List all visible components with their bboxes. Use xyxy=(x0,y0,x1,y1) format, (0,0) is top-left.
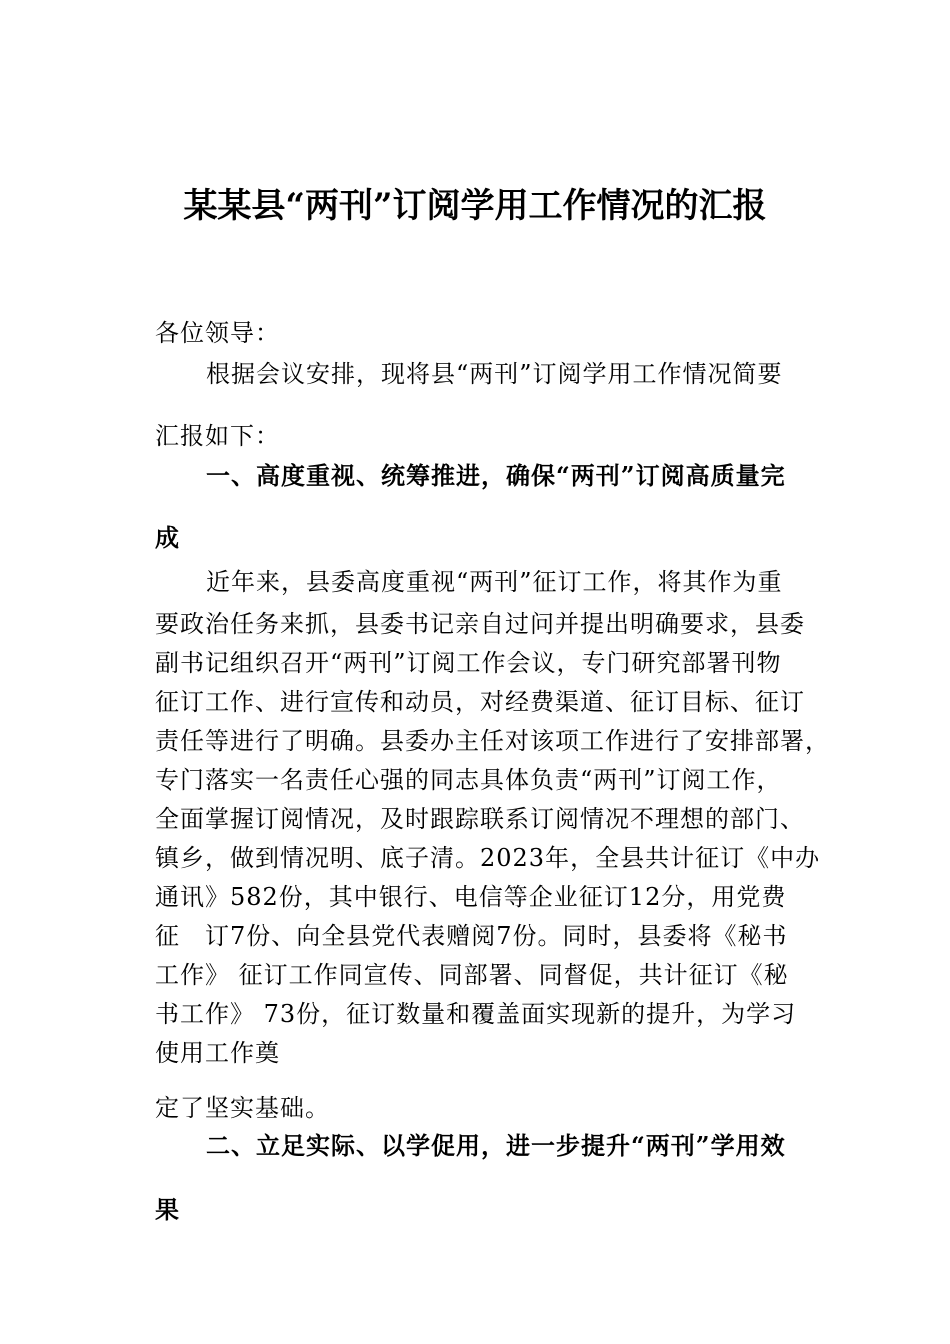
salutation: 各位领导： xyxy=(155,319,280,347)
intro-line-1: 根据会议安排，现将县“两刊”订阅学用工作情况简要 xyxy=(206,360,783,388)
section-1-heading-line-2: 成 xyxy=(155,523,180,552)
section-1-body-line: 要政治任务来抓，县委书记亲自过问并提出明确要求，县委 xyxy=(155,610,805,638)
section-1-body-line: 全面掌握订阅情况，及时跟踪联系订阅情况不理想的部门、 xyxy=(155,805,805,833)
section-1-body-line: 使用工作奠 xyxy=(155,1039,280,1067)
document-title: 某某县“两刊”订阅学用工作情况的汇报 xyxy=(183,186,767,226)
section-1-body-line: 征订工作、进行宣传和动员，对经费渠道、征订目标、征订 xyxy=(155,688,805,716)
intro-line-2: 汇报如下： xyxy=(155,422,280,450)
section-1-body-line: 镇乡，做到情况明、底子清。2023年，全县共计征订《中办 xyxy=(155,844,821,872)
section-1-body-line: 近年来，县委高度重视“两刊”征订工作，将其作为重 xyxy=(206,568,783,596)
section-2-heading-line-2: 果 xyxy=(155,1195,180,1224)
section-1-body-line: 通讯》582份，其中银行、电信等企业征订12分，用党费 xyxy=(155,883,787,911)
section-1-body-line: 书工作》 73份，征订数量和覆盖面实现新的提升，为学习 xyxy=(155,1000,797,1028)
section-2-heading-line-1: 二、立足实际、以学促用，进一步提升“两刊”学用效 xyxy=(206,1131,786,1160)
section-1-body-line: 工作》 征订工作同宣传、同部署、同督促，共计征订《秘 xyxy=(155,961,789,989)
section-1-body-line: 责任等进行了明确。县委办主任对该项工作进行了安排部署， xyxy=(155,727,830,755)
section-1-heading-line-1: 一、高度重视、统筹推进，确保“两刊”订阅高质量完 xyxy=(206,461,786,490)
section-1-body-line: 定了坚实基础。 xyxy=(155,1094,330,1122)
section-1-body-line: 征 订7份、向全县党代表赠阅7份。同时，县委将《秘书 xyxy=(155,922,788,950)
section-1-body-line: 副书记组织召开“两刊”订阅工作会议，专门研究部署刊物 xyxy=(155,649,782,677)
section-1-body-line: 专门落实一名责任心强的同志具体负责“两刊”订阅工作， xyxy=(155,766,782,794)
